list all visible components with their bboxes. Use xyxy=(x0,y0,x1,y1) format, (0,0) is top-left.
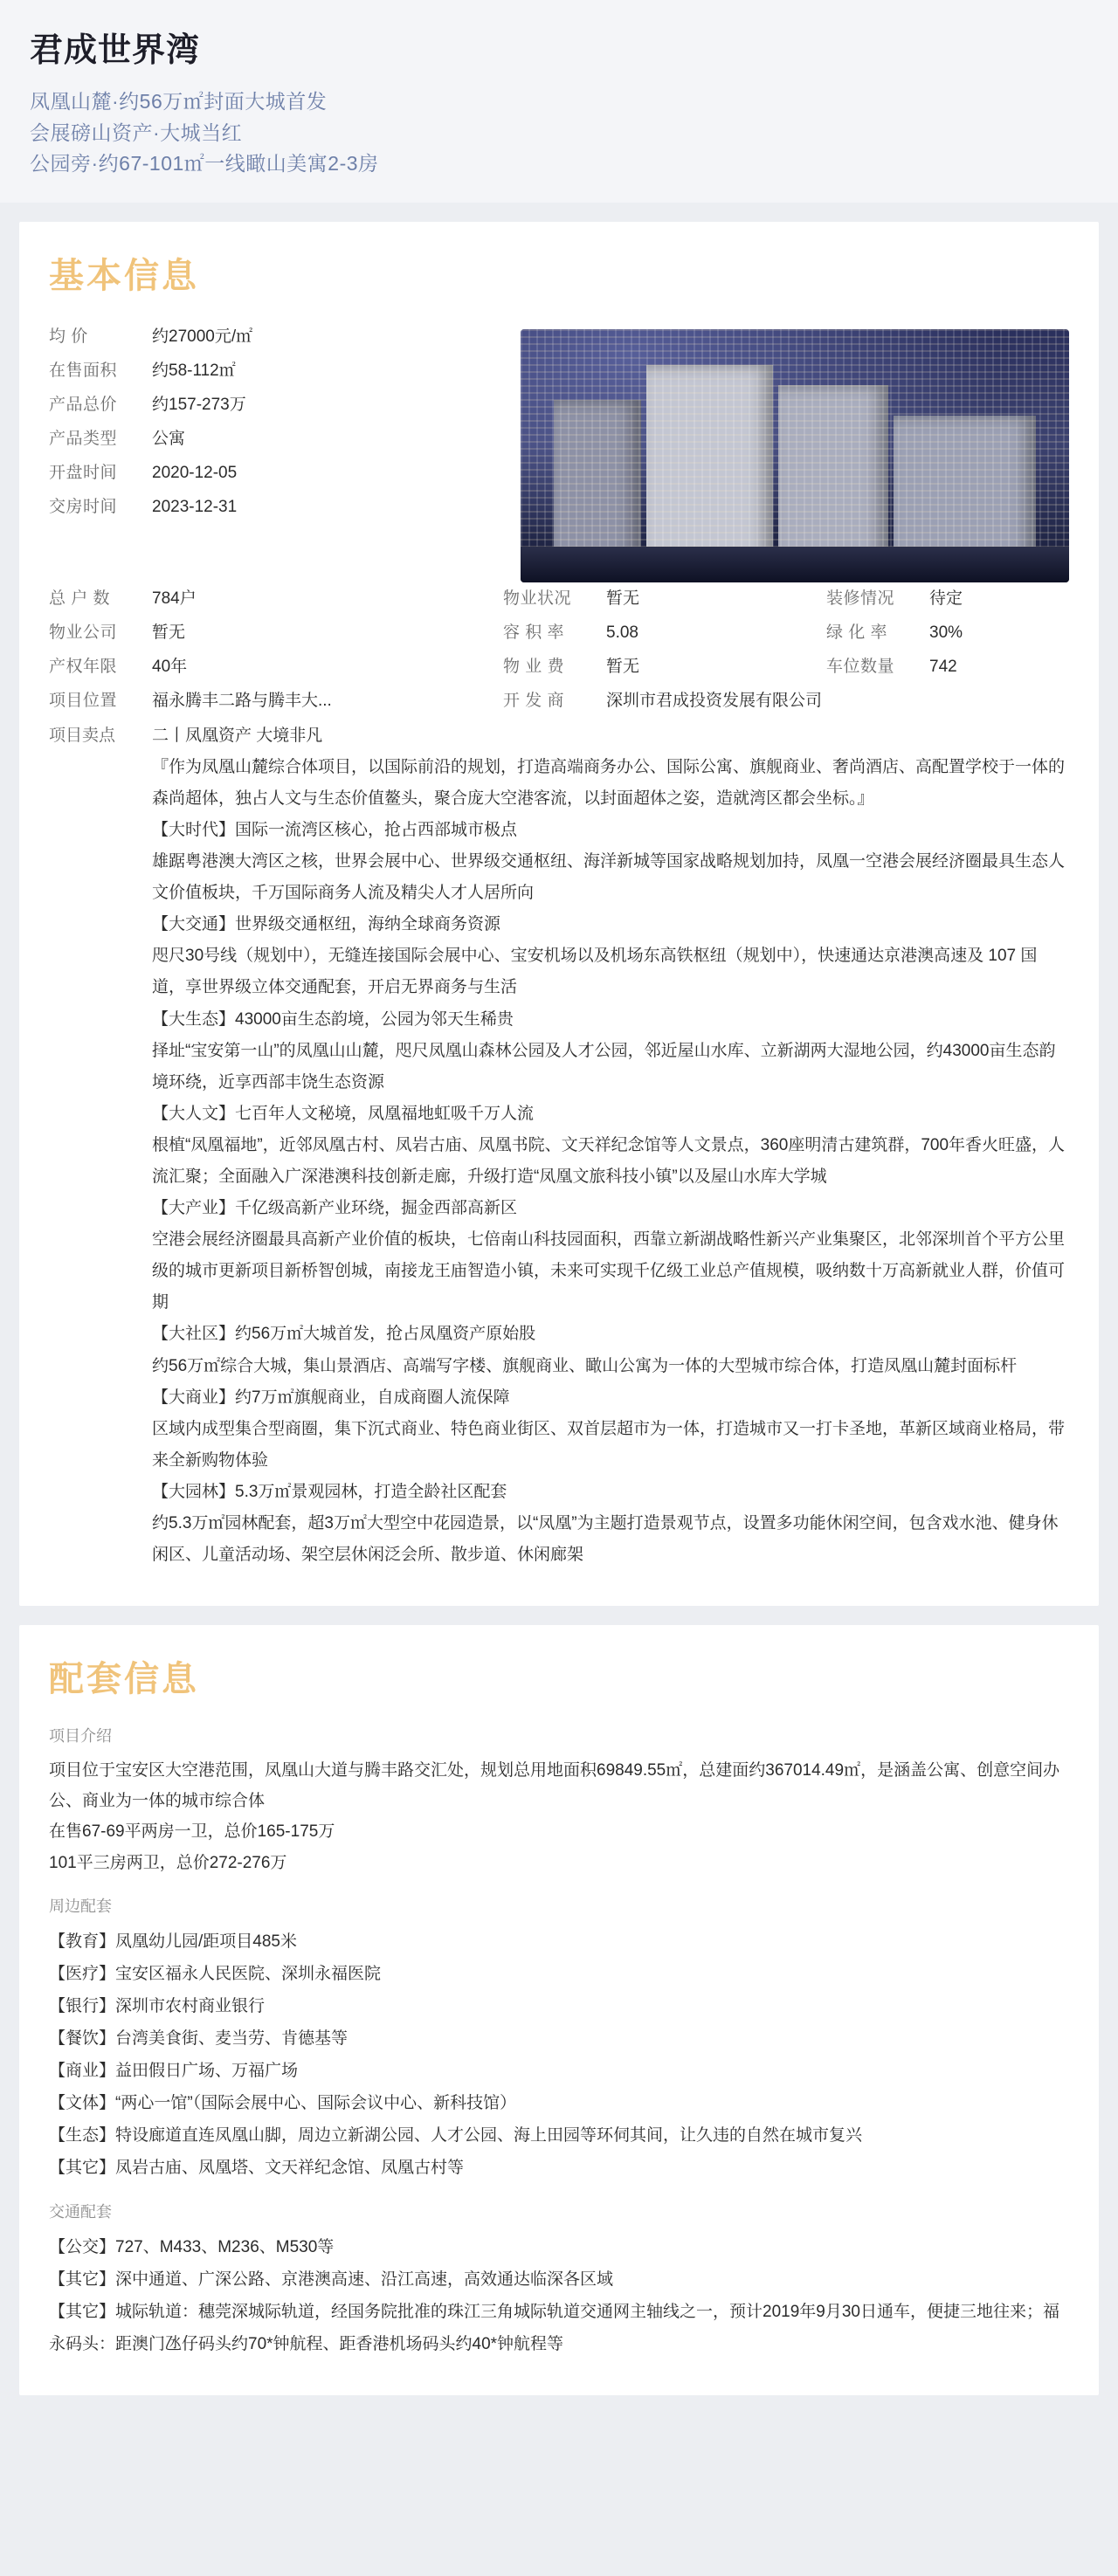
intro-line: 101平三房两卫，总价272-276万 xyxy=(49,1853,287,1872)
selling-point-line: 择址“宝安第一山”的凤凰山山麓，咫尺凤凰山森林公园及人才公园，邻近屋山水库、立新湖两大湿地公园，约43000亩生态韵境环绕，近享西部丰饶生态资源 xyxy=(152,1041,1056,1092)
field-decoration-label: 装修情况 xyxy=(826,589,895,608)
selling-point-line: 约5.3万㎡园林配套，超3万㎡大型空中花园造景，以“凤凰”为主题打造景观节点，设置多功能休闲空间，包含戏水池、健身休闲区、儿童活动场、架空层休闲泛会所、散步道、休闲廊架 xyxy=(152,1514,1059,1565)
field-product-type xyxy=(49,423,503,457)
field-deliver-date-label: 交房时间 xyxy=(49,497,118,516)
selling-point-line: 根植“凤凰福地”，近邻凤凰古村、凤岩古庙、凤凰书院、文天祥纪念馆等人文景点，360座明清古建筑群，700年香火旺盛，人流汇聚；全面融入广深港澳科技创新走廊，升级打造“凤凰文旅科技小镇”以及屋山水库大学城 xyxy=(152,1135,1066,1186)
basic-info-fields-left xyxy=(49,320,503,525)
field-property-status-value: 暂无 xyxy=(606,589,640,608)
field-parking xyxy=(826,651,1069,685)
photo-window-texture xyxy=(521,329,1069,582)
field-avg-price xyxy=(49,320,503,355)
field-open-date-label: 开盘时间 xyxy=(49,463,118,482)
around-item: 【文体】“两心一馆”（国际会展中心、国际会议中心、新科技馆） xyxy=(49,2094,517,2112)
field-property-status xyxy=(503,582,826,616)
traffic-item: 【公交】727、M433、M236、M530等 xyxy=(49,2238,335,2257)
selling-point-line: 【大人文】七百年人文秘境，凤凰福地虹吸千万人流 xyxy=(152,1104,535,1123)
field-plot-ratio xyxy=(503,616,826,651)
intro-label: 项目介绍 xyxy=(49,1727,112,1746)
field-property-fee-value: 暂无 xyxy=(606,657,640,676)
field-property-status-label: 物业状况 xyxy=(503,589,572,608)
field-total-price xyxy=(49,389,503,423)
field-avg-price-label: 均 价 xyxy=(49,327,88,346)
row-location xyxy=(49,685,1069,719)
supporting-info-card xyxy=(19,1625,1099,2395)
field-total-price-value: 约157-273万 xyxy=(152,395,246,414)
field-developer-label: 开 发 商 xyxy=(503,691,565,710)
field-total-price-label: 产品总价 xyxy=(49,395,118,414)
tagline-1: 凤凰山麓·约56万㎡封面大城首发 xyxy=(30,90,328,113)
around-item: 【其它】凤岩古庙、凤凰塔、文天祥纪念馆、凤凰古村等 xyxy=(49,2159,465,2178)
selling-point-line: 空港会展经济圈最具高新产业价值的板块，七倍南山科技园面积，西靠立新湖战略性新兴产业集聚区，北邻深圳首个平方公里级的城市更新项目新桥智创城，南接龙王庙智造小镇，未来可实现千亿级工业总产值规模，吸纳数十万高新就业人群，价值可期 xyxy=(152,1230,1066,1312)
around-label: 周边配套 xyxy=(49,1897,112,1915)
field-area-label: 在售面积 xyxy=(49,361,118,380)
field-parking-value: 742 xyxy=(929,657,957,676)
field-plot-ratio-label: 容 积 率 xyxy=(503,623,565,642)
field-plot-ratio-value: 5.08 xyxy=(606,623,638,642)
selling-point-line: 【大交通】世界级交通枢纽，海纳全球商务资源 xyxy=(152,915,501,934)
traffic-list xyxy=(49,2231,1069,2360)
row-right-years xyxy=(49,651,1069,685)
field-property-fee xyxy=(503,651,826,685)
selling-point-line: 【大时代】国际一流湾区核心，抢占西部城市极点 xyxy=(152,820,518,839)
around-item: 【商业】益田假日广场、万福广场 xyxy=(49,2061,299,2080)
field-selling-points-label: 项目卖点 xyxy=(49,726,116,745)
project-photo xyxy=(521,329,1069,582)
around-list xyxy=(49,1925,1069,2184)
field-location-label: 项目位置 xyxy=(49,691,118,710)
field-area xyxy=(49,355,503,389)
basic-info-title: 基本信息 xyxy=(49,256,199,295)
selling-point-line: 【大生态】43000亩生态韵境，公园为邻天生稀贵 xyxy=(152,1009,514,1029)
supporting-info-title: 配套信息 xyxy=(49,1660,199,1699)
row-selling-points xyxy=(49,720,1069,1572)
selling-point-line: 【大园林】5.3万㎡景观园林，打造全龄社区配套 xyxy=(152,1482,507,1501)
field-developer-value: 深圳市君成投资发展有限公司 xyxy=(606,691,823,710)
project-photo-wrap xyxy=(503,320,1069,582)
field-decoration-value: 待定 xyxy=(929,589,963,608)
field-product-type-value: 公寓 xyxy=(152,429,186,448)
field-property-company-value: 暂无 xyxy=(152,623,186,642)
field-households-value: 784户 xyxy=(152,589,197,608)
selling-point-line: 咫尺30号线（规划中），无缝连接国际会展中心、宝安机场以及机场东高铁枢纽（规划中），快速通达京港澳高速及 107 国道，享世界级立体交通配套，开启无界商务与生活 xyxy=(152,947,1038,997)
traffic-label: 交通配套 xyxy=(49,2203,112,2221)
field-parking-label: 车位数量 xyxy=(826,657,895,676)
selling-point-line: 『作为凤凰山麓综合体项目，以国际前沿的规划，打造高端商务办公、国际公寓、旗舰商业、奢尚酒店、高配置学校于一体的森尚超体，独占人文与生态价值鳌头，聚合庞大空港客流，以封面超体之姿，造就湾区都会坐标。』 xyxy=(152,757,1066,808)
around-item: 【银行】深圳市农村商业银行 xyxy=(49,1996,266,2015)
field-green-rate xyxy=(826,616,1069,651)
field-households xyxy=(49,582,503,616)
field-location xyxy=(49,685,503,719)
field-open-date-value: 2020-12-05 xyxy=(152,463,238,482)
basic-info-top xyxy=(49,320,1069,582)
selling-point-line: 【大产业】千亿级高新产业环绕，掘金西部高新区 xyxy=(152,1199,518,1218)
field-right-years-label: 产权年限 xyxy=(49,657,118,676)
field-property-company xyxy=(49,616,503,651)
row-households xyxy=(49,582,1069,616)
field-property-fee-label: 物 业 费 xyxy=(503,657,565,676)
field-area-value: 约58-112㎡ xyxy=(152,361,236,380)
field-deliver-date xyxy=(49,491,503,525)
around-item: 【教育】凤凰幼儿园/距项目485米 xyxy=(49,1932,297,1951)
photo-ground xyxy=(521,547,1069,582)
around-item: 【生态】特设廊道直连凤凰山脚，周边立新湖公园、人才公园、海上田园等环伺其间，让久违的自然在城市复兴 xyxy=(49,2126,863,2146)
selling-point-line: 【大社区】约56万㎡大城首发，抢占凤凰资产原始股 xyxy=(152,1325,536,1344)
around-item: 【医疗】宝安区福永人民医院、深圳永福医院 xyxy=(49,1964,382,1983)
page-title: 君成世界湾 xyxy=(30,32,201,69)
project-header xyxy=(0,0,1118,203)
row-property-company xyxy=(49,616,1069,651)
traffic-item: 【其它】城际轨道：穗莞深城际轨道，经国务院批准的珠江三角城际轨道交通网主轴线之一，预计2019年9月30日通车，便捷三地往来；福永码头：距澳门氹仔码头约70*钟航程、距香港机场码头约40*钟航程等 xyxy=(49,2303,1059,2354)
field-right-years xyxy=(49,651,503,685)
field-open-date xyxy=(49,457,503,491)
selling-point-line: 雄踞粤港澳大湾区之核，世界会展中心、世界级交通枢纽、海洋新城等国家战略规划加持，凤凰一空港会展经济圈最具生态人文价值板块，千万国际商务人流及精尖人才人居所向 xyxy=(152,852,1066,903)
field-decoration xyxy=(826,582,1069,616)
basic-info-card xyxy=(19,222,1099,1606)
field-developer xyxy=(503,685,1069,719)
field-green-rate-label: 绿 化 率 xyxy=(826,623,888,642)
selling-point-line: 区域内成型集合型商圈，集下沉式商业、特色商业街区、双首层超市为一体，打造城市又一打卡圣地，革新区域商业格局，带来全新购物体验 xyxy=(152,1419,1066,1470)
field-location-value: 福永腾丰二路与腾丰大... xyxy=(152,691,332,710)
selling-point-line: 约56万㎡综合大城，集山景酒店、高端写字楼、旗舰商业、瞰山公寓为一体的大型城市综合体，打造凤凰山麓封面标杆 xyxy=(152,1356,1018,1375)
around-item: 【餐饮】台湾美食街、麦当劳、肯德基等 xyxy=(49,2028,349,2048)
field-households-label: 总 户 数 xyxy=(49,589,111,608)
project-taglines xyxy=(30,86,1088,180)
traffic-item: 【其它】深中通道、广深公路、京港澳高速、沿江高速，高效通达临深各区域 xyxy=(49,2270,614,2290)
field-right-years-value: 40年 xyxy=(152,657,188,676)
field-product-type-label: 产品类型 xyxy=(49,429,118,448)
field-green-rate-value: 30% xyxy=(929,623,963,642)
tagline-2: 会展磅山资产·大城当红 xyxy=(30,121,243,144)
intro-body xyxy=(49,1755,1069,1878)
selling-point-line: 【大商业】约7万㎡旗舰商业，自成商圈人流保障 xyxy=(152,1388,510,1407)
tagline-3: 公园旁·约67-101㎡一线瞰山美寓2-3房 xyxy=(30,152,379,176)
field-property-company-label: 物业公司 xyxy=(49,623,118,642)
field-avg-price-value: 约27000元/㎡ xyxy=(152,327,253,346)
intro-line: 在售67-69平两房一卫，总价165-175万 xyxy=(49,1822,335,1842)
intro-line: 项目位于宝安区大空港范围，凤凰山大道与腾丰路交汇处，规划总用地面积69849.55㎡，总建面约367014.49㎡，是涵盖公寓、创意空间办公、商业为一体的城市综合体 xyxy=(49,1761,1060,1811)
field-deliver-date-value: 2023-12-31 xyxy=(152,497,238,516)
selling-point-line: 二丨凤凰资产 大境非凡 xyxy=(152,726,323,745)
selling-points-body xyxy=(152,720,1069,1572)
